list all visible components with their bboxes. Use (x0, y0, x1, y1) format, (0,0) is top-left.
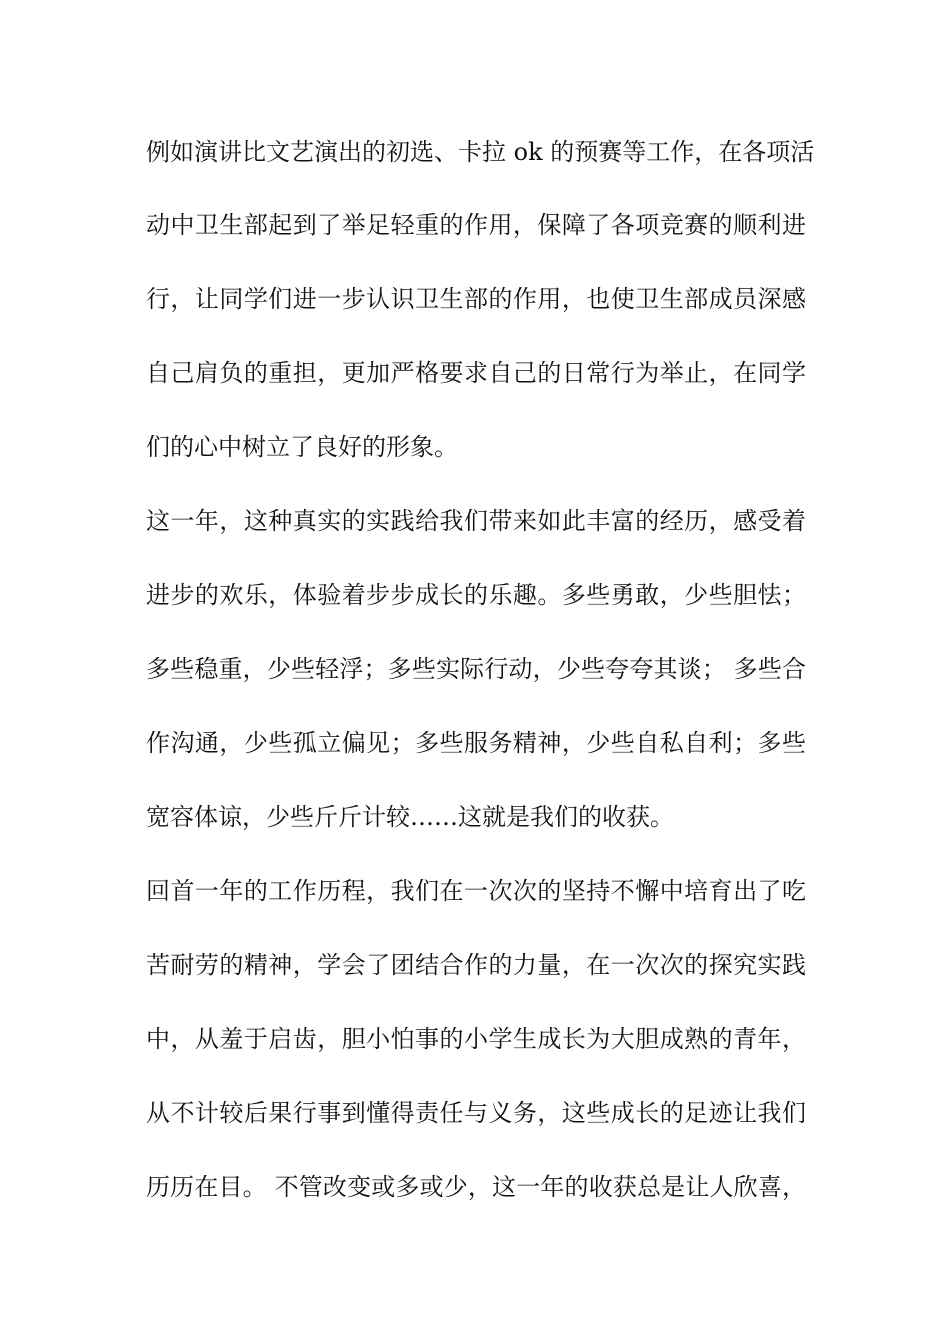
text-line-2: 动中卫生部起到了举足轻重的作用，保障了各项竞赛的顺利进 (146, 211, 806, 239)
text-line-1: 例如演讲比文艺演出的初选、卡拉 ok 的预赛等工作，在各项活 (146, 138, 815, 166)
text-line-14: 从不计较后果行事到懂得责任与义务，这些成长的足迹让我们 (146, 1099, 806, 1127)
text-line-12: 苦耐劳的精神，学会了团结合作的力量，在一次次的探究实践 (146, 951, 806, 979)
text-line-15: 历历在目。 不管改变或多或少，这一年的收获总是让人欣喜， (146, 1173, 806, 1201)
text-line-3: 行，让同学们进一步认识卫生部的作用，也使卫生部成员深感 (146, 285, 806, 313)
text-line-8: 多些稳重，少些轻浮；多些实际行动，少些夸夸其谈； 多些合 (146, 655, 806, 683)
text-line-5: 们的心中树立了良好的形象。 (146, 433, 458, 461)
text-line-4: 自己肩负的重担，更加严格要求自己的日常行为举止，在同学 (146, 359, 806, 387)
text-line-10: 宽容体谅，少些斤斤计较……这就是我们的收获。 (146, 803, 674, 831)
text-line-9: 作沟通，少些孤立偏见；多些服务精神，少些自私自利；多些 (146, 729, 806, 757)
text-line-6: 这一年，这种真实的实践给我们带来如此丰富的经历，感受着 (146, 507, 806, 535)
text-line-11: 回首一年的工作历程，我们在一次次的坚持不懈中培育出了吃 (146, 877, 806, 905)
text-line-13: 中，从羞于启齿，胆小怕事的小学生成长为大胆成熟的青年， (146, 1025, 806, 1053)
text-line-7: 进步的欢乐，体验着步步成长的乐趣。多些勇敢，少些胆怯； (146, 581, 806, 609)
